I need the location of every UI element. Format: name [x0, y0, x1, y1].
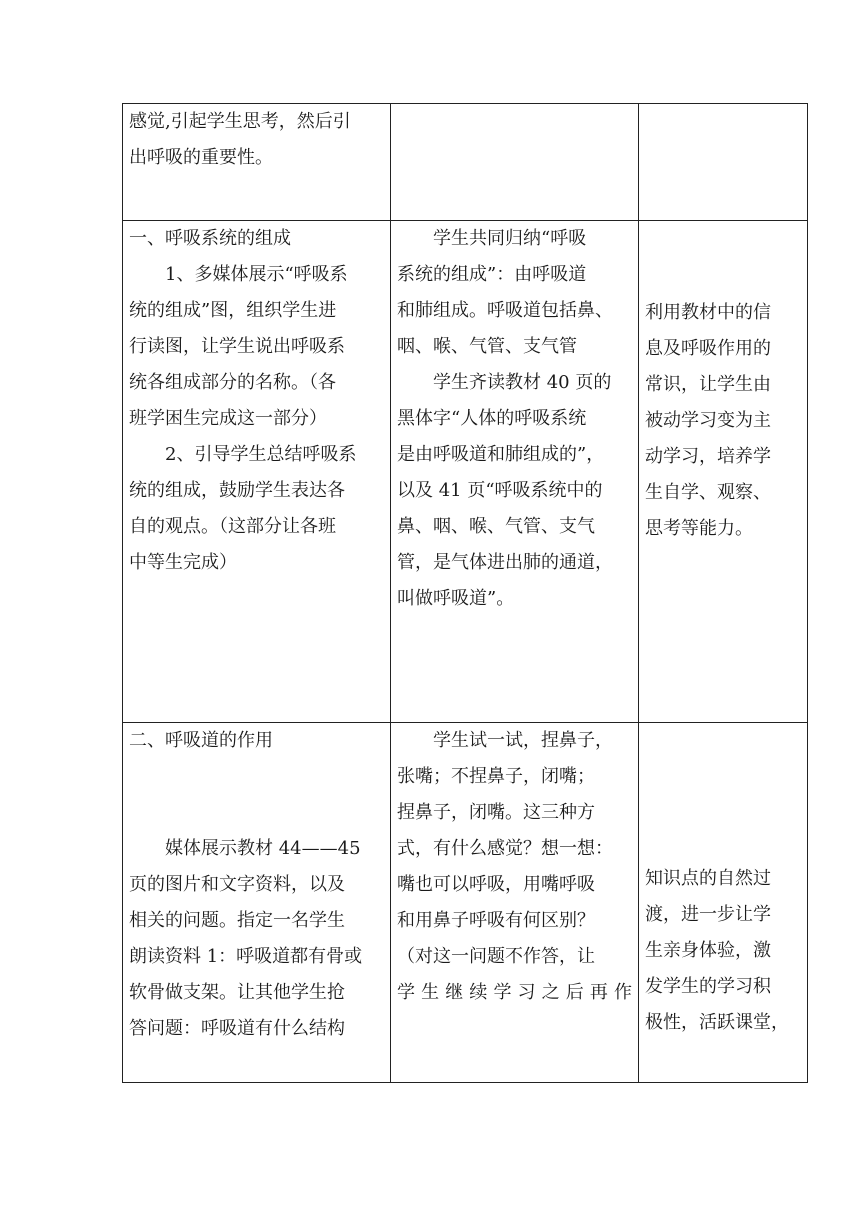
table-row [123, 723, 808, 1083]
text-line: 嘴也可以呼吸，用嘴呼吸 [397, 874, 595, 895]
text-line: 自的观点。（这部分让各班 [129, 516, 336, 537]
text-line: 学生共同归纳“呼吸 [433, 228, 587, 249]
text-line: 咽、喉、气管、支气管 [397, 336, 577, 357]
text-line: 统的组成，鼓励学生表达各 [129, 480, 345, 501]
teacher-activity-cell [123, 221, 391, 723]
text-line: 和用鼻子呼吸有何区别？ [397, 910, 595, 931]
text-line: 生自学、观察、 [645, 482, 771, 503]
text-line: （对这一问题不作答，让 [397, 946, 595, 967]
lesson-plan-table [122, 103, 808, 1083]
teacher-activity-cell [123, 723, 391, 1083]
text-line: 极性，活跃课堂， [645, 1012, 789, 1033]
text-line: 知识点的自然过 [645, 868, 771, 889]
section-heading: 一、呼吸系统的组成 [129, 228, 291, 249]
table-row [123, 221, 808, 723]
text-line: 息及呼吸作用的 [645, 338, 771, 359]
text-line: 动学习，培养学 [645, 446, 771, 467]
text-line: 感觉,引起学生思考，然后引 [129, 111, 351, 132]
section-heading: 二、呼吸道的作用 [129, 730, 273, 751]
text-line: 系统的组成”：由呼吸道 [397, 264, 587, 285]
text-line: 管，是气体进出肺的通道， [397, 552, 613, 573]
text-line: 渡，进一步让学 [645, 904, 771, 925]
text-line: 张嘴；不捏鼻子，闭嘴； [397, 766, 595, 787]
text-line: 行读图，让学生说出呼吸系 [129, 336, 345, 357]
design-intent-cell [639, 104, 808, 221]
text-line: 生亲身体验，激 [645, 940, 771, 961]
text-line: 以及 41 页“呼吸系统中的 [397, 480, 603, 501]
text-line: 朗读资料 1：呼吸道都有骨或 [129, 946, 363, 967]
text-line: 软骨做支架。让其他学生抢 [129, 982, 345, 1003]
text-line: 媒体展示教材 44——45 [165, 838, 361, 859]
student-activity-cell [391, 221, 639, 723]
design-intent-cell [639, 723, 808, 1083]
text-line: 出呼吸的重要性。 [129, 147, 273, 168]
blank-space [129, 759, 384, 831]
text-line: 班学困生完成这一部分） [129, 408, 327, 429]
text-line: 相关的问题。指定一名学生 [129, 910, 345, 931]
text-line: 叫做呼吸道”。 [397, 588, 515, 609]
teacher-activity-cell [123, 104, 391, 221]
table-row [123, 104, 808, 221]
text-line: 捏鼻子，闭嘴。这三种方 [397, 802, 595, 823]
text-line: 式，有什么感觉？想一想： [397, 838, 613, 859]
text-line: 黑体字“人体的呼吸系统 [397, 408, 587, 429]
text-line: 2、引导学生总结呼吸系 [165, 444, 357, 465]
text-line: 利用教材中的信 [645, 302, 771, 323]
student-activity-cell [391, 723, 639, 1083]
text-line: 和肺组成。呼吸道包括鼻、 [397, 300, 613, 321]
text-line: 统的组成”图，组织学生进 [129, 300, 337, 321]
text-line: 学生继续学习之后再作 [397, 982, 632, 1003]
text-line: 发学生的学习积 [645, 976, 771, 997]
text-line: 思考等能力。 [645, 518, 753, 539]
text-line: 中等生完成） [129, 552, 237, 573]
student-activity-cell [391, 104, 639, 221]
text-line: 学生齐读教材 40 页的 [433, 372, 612, 393]
design-intent-cell [639, 221, 808, 723]
text-line: 学生试一试，捏鼻子， [433, 730, 613, 751]
text-line: 统各组成部分的名称。（各 [129, 372, 336, 393]
text-line: 1、多媒体展示“呼吸系 [165, 264, 348, 285]
text-line: 常识，让学生由 [645, 374, 771, 395]
text-line: 是由呼吸道和肺组成的”， [397, 444, 605, 465]
text-line: 鼻、咽、喉、气管、支气 [397, 516, 595, 537]
text-line: 被动学习变为主 [645, 410, 771, 431]
text-line: 答问题：呼吸道有什么结构 [129, 1018, 345, 1039]
text-line: 页的图片和文字资料，以及 [129, 874, 345, 895]
